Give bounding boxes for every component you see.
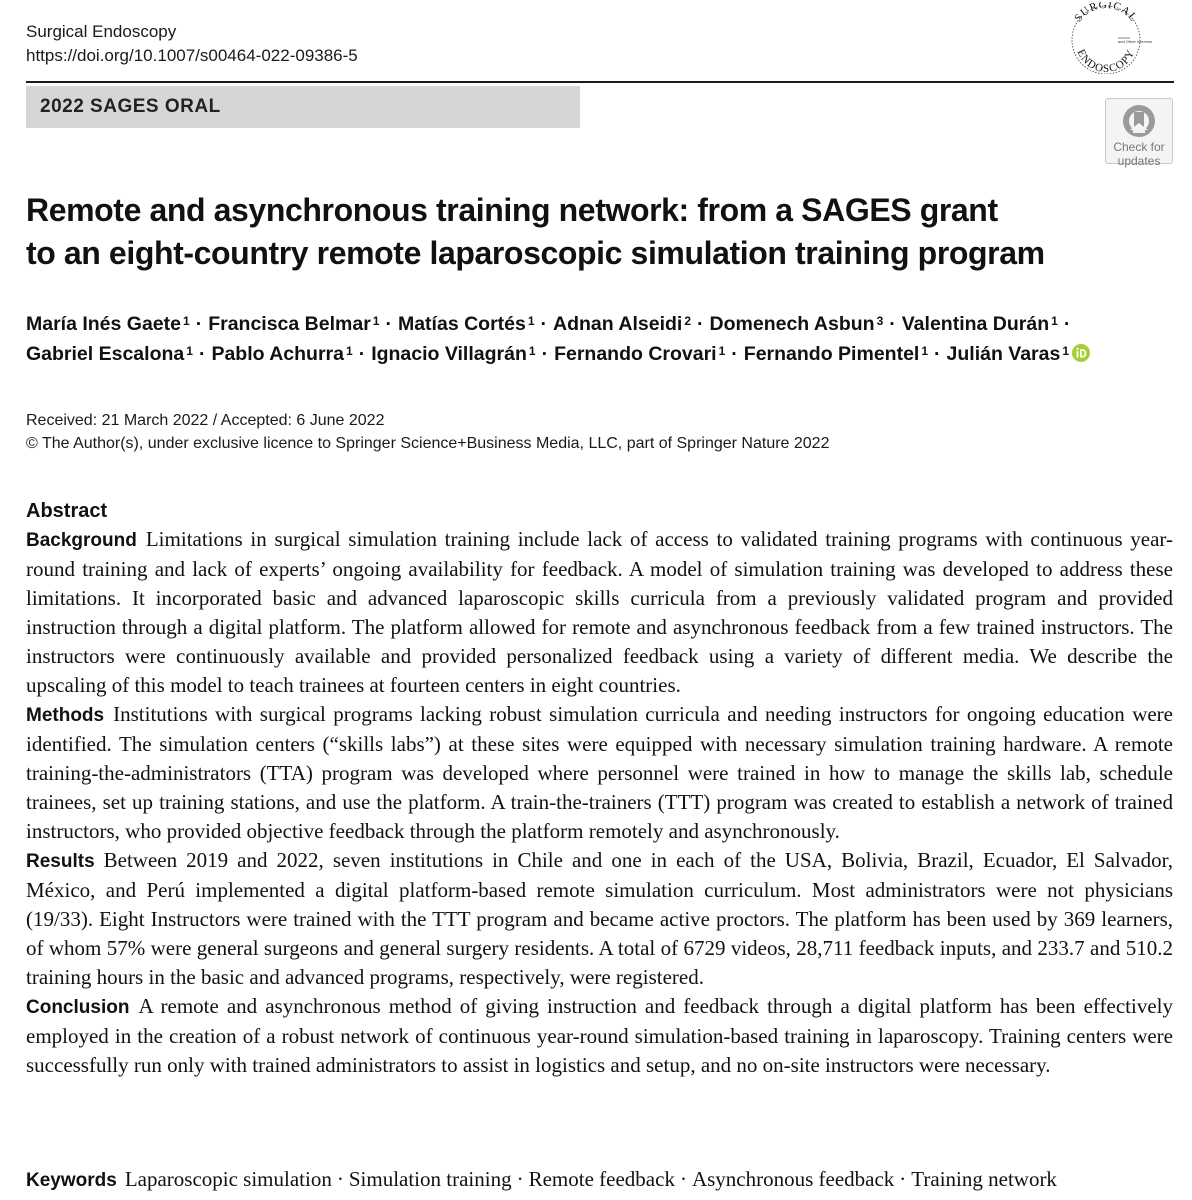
author-name: Valentina Durán [901,313,1050,335]
svg-text:ENDOSCOPY [1075,47,1138,74]
article-dates [26,409,829,455]
keyword[interactable]: Laparoscopic simulation [124,1167,332,1191]
author[interactable] [710,313,884,335]
author-line-2 [26,339,1176,371]
abstract-conclusion [26,992,1173,1080]
author-separator: · [540,313,548,335]
check-for-updates-badge[interactable] [1105,98,1173,168]
methods-text: Institutions with surgical programs lacking robust simulation curricula and needing instructors for ongoing education were identified. The simulation centers (“skills labs”) at these sites were equipped with necessary simulation training hardware. A remote training-the-administrators (TTA) program was developed where personnel were trained in how to manage the skills lab, schedule trainees, set up training stations, and use the platform. A train-the-trainers (TTT) program was created to establish a network of trained instructors, who provided objective feedback through the platform remotely and asynchronously. [26,702,1173,843]
affiliation-mark: 3 [876,314,884,328]
journal-logo [1060,2,1152,74]
check-updates-line2: updates [1117,154,1161,168]
check-for-updates-icon [1121,103,1157,139]
author-name: Fernando Crovari [554,343,717,365]
author[interactable] [398,313,535,335]
affiliation-mark: 1 [372,314,380,328]
affiliation-mark: 1 [186,344,193,358]
author-separator: · [541,343,549,365]
keyword[interactable]: Asynchronous feedback [691,1167,895,1191]
journal-header [26,20,358,68]
keyword-separator: · [679,1167,687,1191]
author-separator: · [198,343,206,365]
keyword-separator: · [899,1167,907,1191]
journal-name: Surgical Endoscopy [26,22,177,41]
author-name: Julián Varas [946,343,1061,365]
author-separator: · [889,313,896,335]
background-label: Background [26,530,137,551]
author-list [26,309,1176,371]
title-line-1: Remote and asynchronous training network: from a SAGES grant [26,192,998,228]
keyword[interactable]: Training network [911,1167,1057,1191]
abstract-body [26,525,1173,1080]
author-separator: · [195,313,203,335]
affiliation-mark: 1 [1062,344,1070,358]
keyword-separator: · [516,1167,524,1191]
conclusion-label: Conclusion [26,997,130,1018]
keywords [26,1165,1186,1195]
methods-label: Methods [26,705,105,726]
author[interactable] [947,343,1070,365]
affiliation-mark: 1 [183,314,190,328]
author-line-1 [26,309,1176,339]
copyright-notice: © The Author(s), under exclusive licence to Springer Science+Business Media, LLC, part of Springer Nature 2022 [26,435,830,452]
author-separator: · [385,313,392,335]
author-separator: · [934,343,941,365]
author-name: Gabriel Escalona [26,343,185,365]
svg-text:SURGICAL [1072,2,1140,24]
title-line-2: to an eight-country remote laparoscopic simulation training program [26,235,1045,271]
author-separator: · [358,343,366,365]
author-name: Adnan Alseidi [553,313,683,335]
author[interactable] [744,343,928,365]
author-name: Matías Cortés [397,313,526,335]
author[interactable] [208,313,379,335]
author[interactable] [902,313,1058,335]
author[interactable] [211,343,352,365]
author[interactable] [554,343,725,365]
affiliation-mark: 1 [1051,314,1058,328]
keywords-label: Keywords [26,1170,117,1191]
author-name: María Inés Gaete [26,313,181,335]
received-accepted: Received: 21 March 2022 / Accepted: 6 June 2022 [26,412,385,429]
affiliation-mark: 1 [718,344,726,358]
header-rule [26,81,1174,83]
author-separator: · [697,313,704,335]
results-text: Between 2019 and 2022, seven institutions in Chile and one in each of the USA, Bolivia, Brazil, Ecuador, El Salvador, México, and Perú implemented a digital platform-based remote simulation curriculum. Most administrators were not physicians (19/33). Eight Instructors were trained with the TTT program and became active proctors. The platform has been used by 369 learners, of whom 57% were general surgeons and general surgery residents. A total of 6729 videos, 28,711 feedback inputs, and 233.7 and 510.2 training hours in the basic and advanced programs, respectively, were registered. [26,848,1173,989]
logo-bottom-text: ENDOSCOPY [1074,47,1138,74]
section-banner: 2022 SAGES ORAL [26,86,580,128]
logo-top-text: SURGICAL [1072,2,1140,25]
affiliation-mark: 1 [921,344,929,358]
abstract-heading: Abstract [26,500,108,522]
author[interactable] [553,313,691,335]
affiliation-mark: 1 [346,344,353,358]
affiliation-mark: 1 [528,344,536,358]
keyword[interactable]: Simulation training [348,1167,512,1191]
check-updates-line1: Check for [1113,140,1165,154]
results-label: Results [26,851,95,872]
author[interactable] [26,343,193,365]
logo-middle-text: and Other Interven [1118,39,1152,44]
author-name: Domenech Asbun [709,313,875,335]
background-text: Limitations in surgical simulation training include lack of access to validated training programs with continuous year-round training and lack of experts’ ongoing availability for feedback. A model of simulation training was developed to address these limitations. It incorporated basic and advanced laparoscopic skills curricula from a previously validated program and provided instruction through a digital platform. The platform allowed for remote and asynchronous feedback from a few trained instructors. The instructors were continuously available and provided personalized feedback using a variety of different media. We describe the upscaling of this model to teach trainees at fourteen centers in eight countries. [26,527,1173,697]
abstract-background [26,525,1173,700]
abstract-methods [26,700,1173,846]
author[interactable] [371,343,535,365]
conclusion-text: A remote and asynchronous method of giving instruction and feedback through a digital platform has been effectively employed in the creation of a robust network of continuous year-round simulation-based training in laparoscopy. Training centers were successfully run only with trained administrators to assist in logistics and setup, and no on-site instructors were necessary. [26,994,1173,1077]
author-separator: · [1063,313,1071,335]
author-name: Francisca Belmar [208,313,371,335]
orcid-icon[interactable] [1072,341,1090,371]
author-name: Ignacio Villagrán [371,343,527,365]
affiliation-mark: 2 [684,314,692,328]
article-title [26,189,1146,275]
author-name: Fernando Pimentel [743,343,920,365]
affiliation-mark: 1 [527,314,535,328]
author[interactable] [26,313,190,335]
keyword[interactable]: Remote feedback [528,1167,675,1191]
keyword-separator: · [336,1167,344,1191]
surgical-endoscopy-seal-icon [1060,2,1152,74]
author-name: Pablo Achurra [211,343,344,365]
abstract-results [26,846,1173,992]
doi-link[interactable]: https://doi.org/10.1007/s00464-022-09386-5 [26,46,358,65]
author-separator: · [731,343,738,365]
